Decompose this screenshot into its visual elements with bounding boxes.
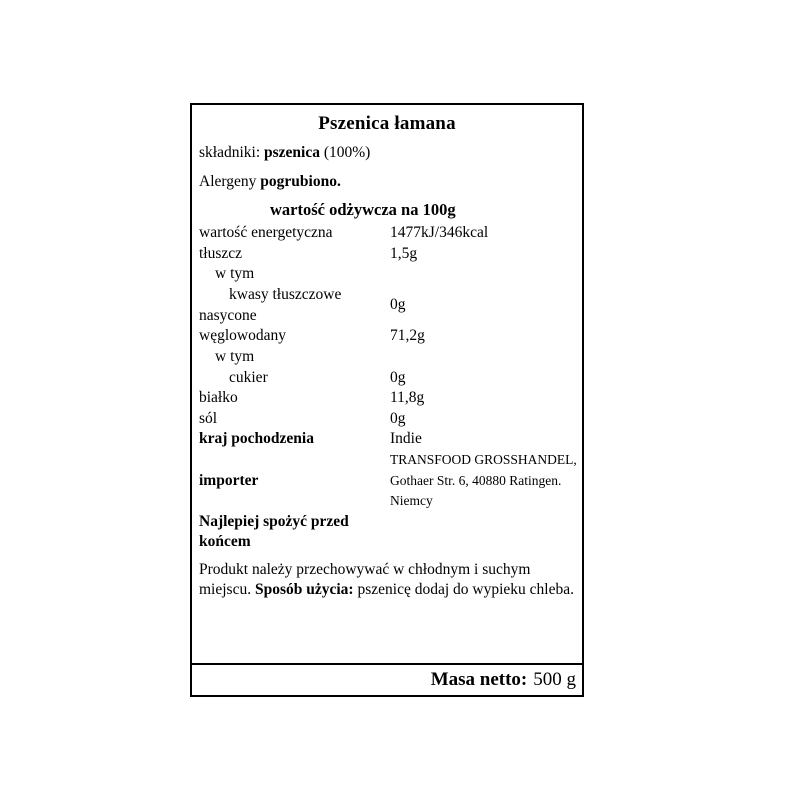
nutrient-value-cell [382, 223, 582, 244]
storage-part1: Produkt należy przechowywać w chłodnym i suchym miejscu. [199, 561, 531, 598]
nutrient-value-cell [382, 244, 582, 265]
nutrient-label-cell [192, 285, 382, 326]
label-body [192, 105, 582, 663]
nutrient-value-cell [382, 450, 582, 512]
nutrient-value-cell [382, 285, 582, 326]
nutrition-label-frame [190, 103, 584, 697]
nutrient-label-cell [192, 368, 382, 389]
nutrient-value: 71,2g [390, 327, 425, 345]
table-row [192, 512, 582, 553]
net-weight-label: Masa netto: [430, 669, 528, 690]
nutrient-label-cell [192, 326, 382, 347]
ingredients-bold: pszenica [264, 143, 320, 161]
nutrient-label: białko [199, 389, 238, 407]
nutrient-label: kwasy tłuszczowe nasycone [199, 286, 342, 324]
nutrient-value: 0g [390, 368, 406, 386]
nutrient-label-cell [192, 244, 382, 265]
nutrient-label-cell [192, 512, 382, 553]
nutrient-label-cell [192, 264, 382, 285]
nutrient-value-cell [382, 368, 582, 389]
nutrient-value: TRANSFOOD GROSSHANDEL, Gothaer Str. 6, 40880 Ratingen. Niemcy [390, 451, 577, 509]
nutrient-value-cell [382, 409, 582, 430]
nutrient-label-cell [192, 450, 382, 512]
nutrient-value-cell [382, 326, 582, 347]
nutrient-value: 0g [390, 296, 406, 314]
ingredients-suffix: (100%) [319, 143, 371, 161]
allergens-bold: pogrubiono. [260, 172, 341, 190]
table-row [192, 450, 582, 512]
nutrient-value-cell [382, 388, 582, 409]
nutrient-label: importer [199, 471, 259, 489]
net-weight-row [192, 663, 582, 695]
table-row [192, 285, 582, 326]
table-row [192, 326, 582, 347]
ingredients-line [192, 143, 582, 163]
nutrient-value-cell [382, 512, 582, 553]
nutrient-value: 0g [390, 409, 406, 427]
nutrient-label-cell [192, 223, 382, 244]
table-row [192, 347, 582, 368]
allergens-line [192, 172, 582, 192]
allergens-prefix: Alergeny [199, 172, 261, 190]
nutrient-label: tłuszcz [199, 244, 243, 262]
storage-part2: pszenicę dodaj do wypieku chleba. [353, 580, 574, 598]
nutrient-label-cell [192, 409, 382, 430]
net-weight-value: 500 g [533, 669, 576, 690]
table-row [192, 388, 582, 409]
nutrient-label: węglowodany [199, 327, 286, 345]
nutrient-label: cukier [229, 368, 268, 386]
usage-bold-label: Sposób użycia: [254, 580, 354, 598]
table-row [192, 368, 582, 389]
page-title: Pszenica łamana [318, 113, 456, 134]
nutrient-label: kraj pochodzenia [199, 430, 314, 448]
storage-instructions [192, 560, 582, 600]
table-row [192, 264, 582, 285]
nutrient-value: 1477kJ/346kcal [390, 224, 489, 242]
nutrient-label: wartość energetyczna [199, 224, 333, 242]
nutrient-label: w tym [215, 347, 255, 365]
nutrient-label: w tym [215, 265, 255, 283]
nutrient-value-cell [382, 264, 582, 285]
table-row [192, 244, 582, 265]
nutrient-label-cell [192, 347, 382, 368]
ingredients-prefix: składniki: [199, 143, 265, 161]
table-row [192, 223, 582, 244]
nutrient-value: 1,5g [390, 244, 418, 262]
table-row [192, 409, 582, 430]
nutrition-table [192, 223, 582, 553]
nutrient-label: Najlepiej spożyć przed końcem [199, 512, 349, 551]
nutrient-label: sól [199, 409, 218, 427]
nutrient-value-cell [382, 429, 582, 450]
nutrient-value: 11,8g [390, 389, 425, 407]
nutrient-label-cell [192, 429, 382, 450]
nutrient-value: Indie [390, 430, 422, 448]
nutrition-heading: wartość odżywcza na 100g [270, 200, 456, 220]
nutrient-value-cell [382, 347, 582, 368]
table-row [192, 429, 582, 450]
nutrient-label-cell [192, 388, 382, 409]
